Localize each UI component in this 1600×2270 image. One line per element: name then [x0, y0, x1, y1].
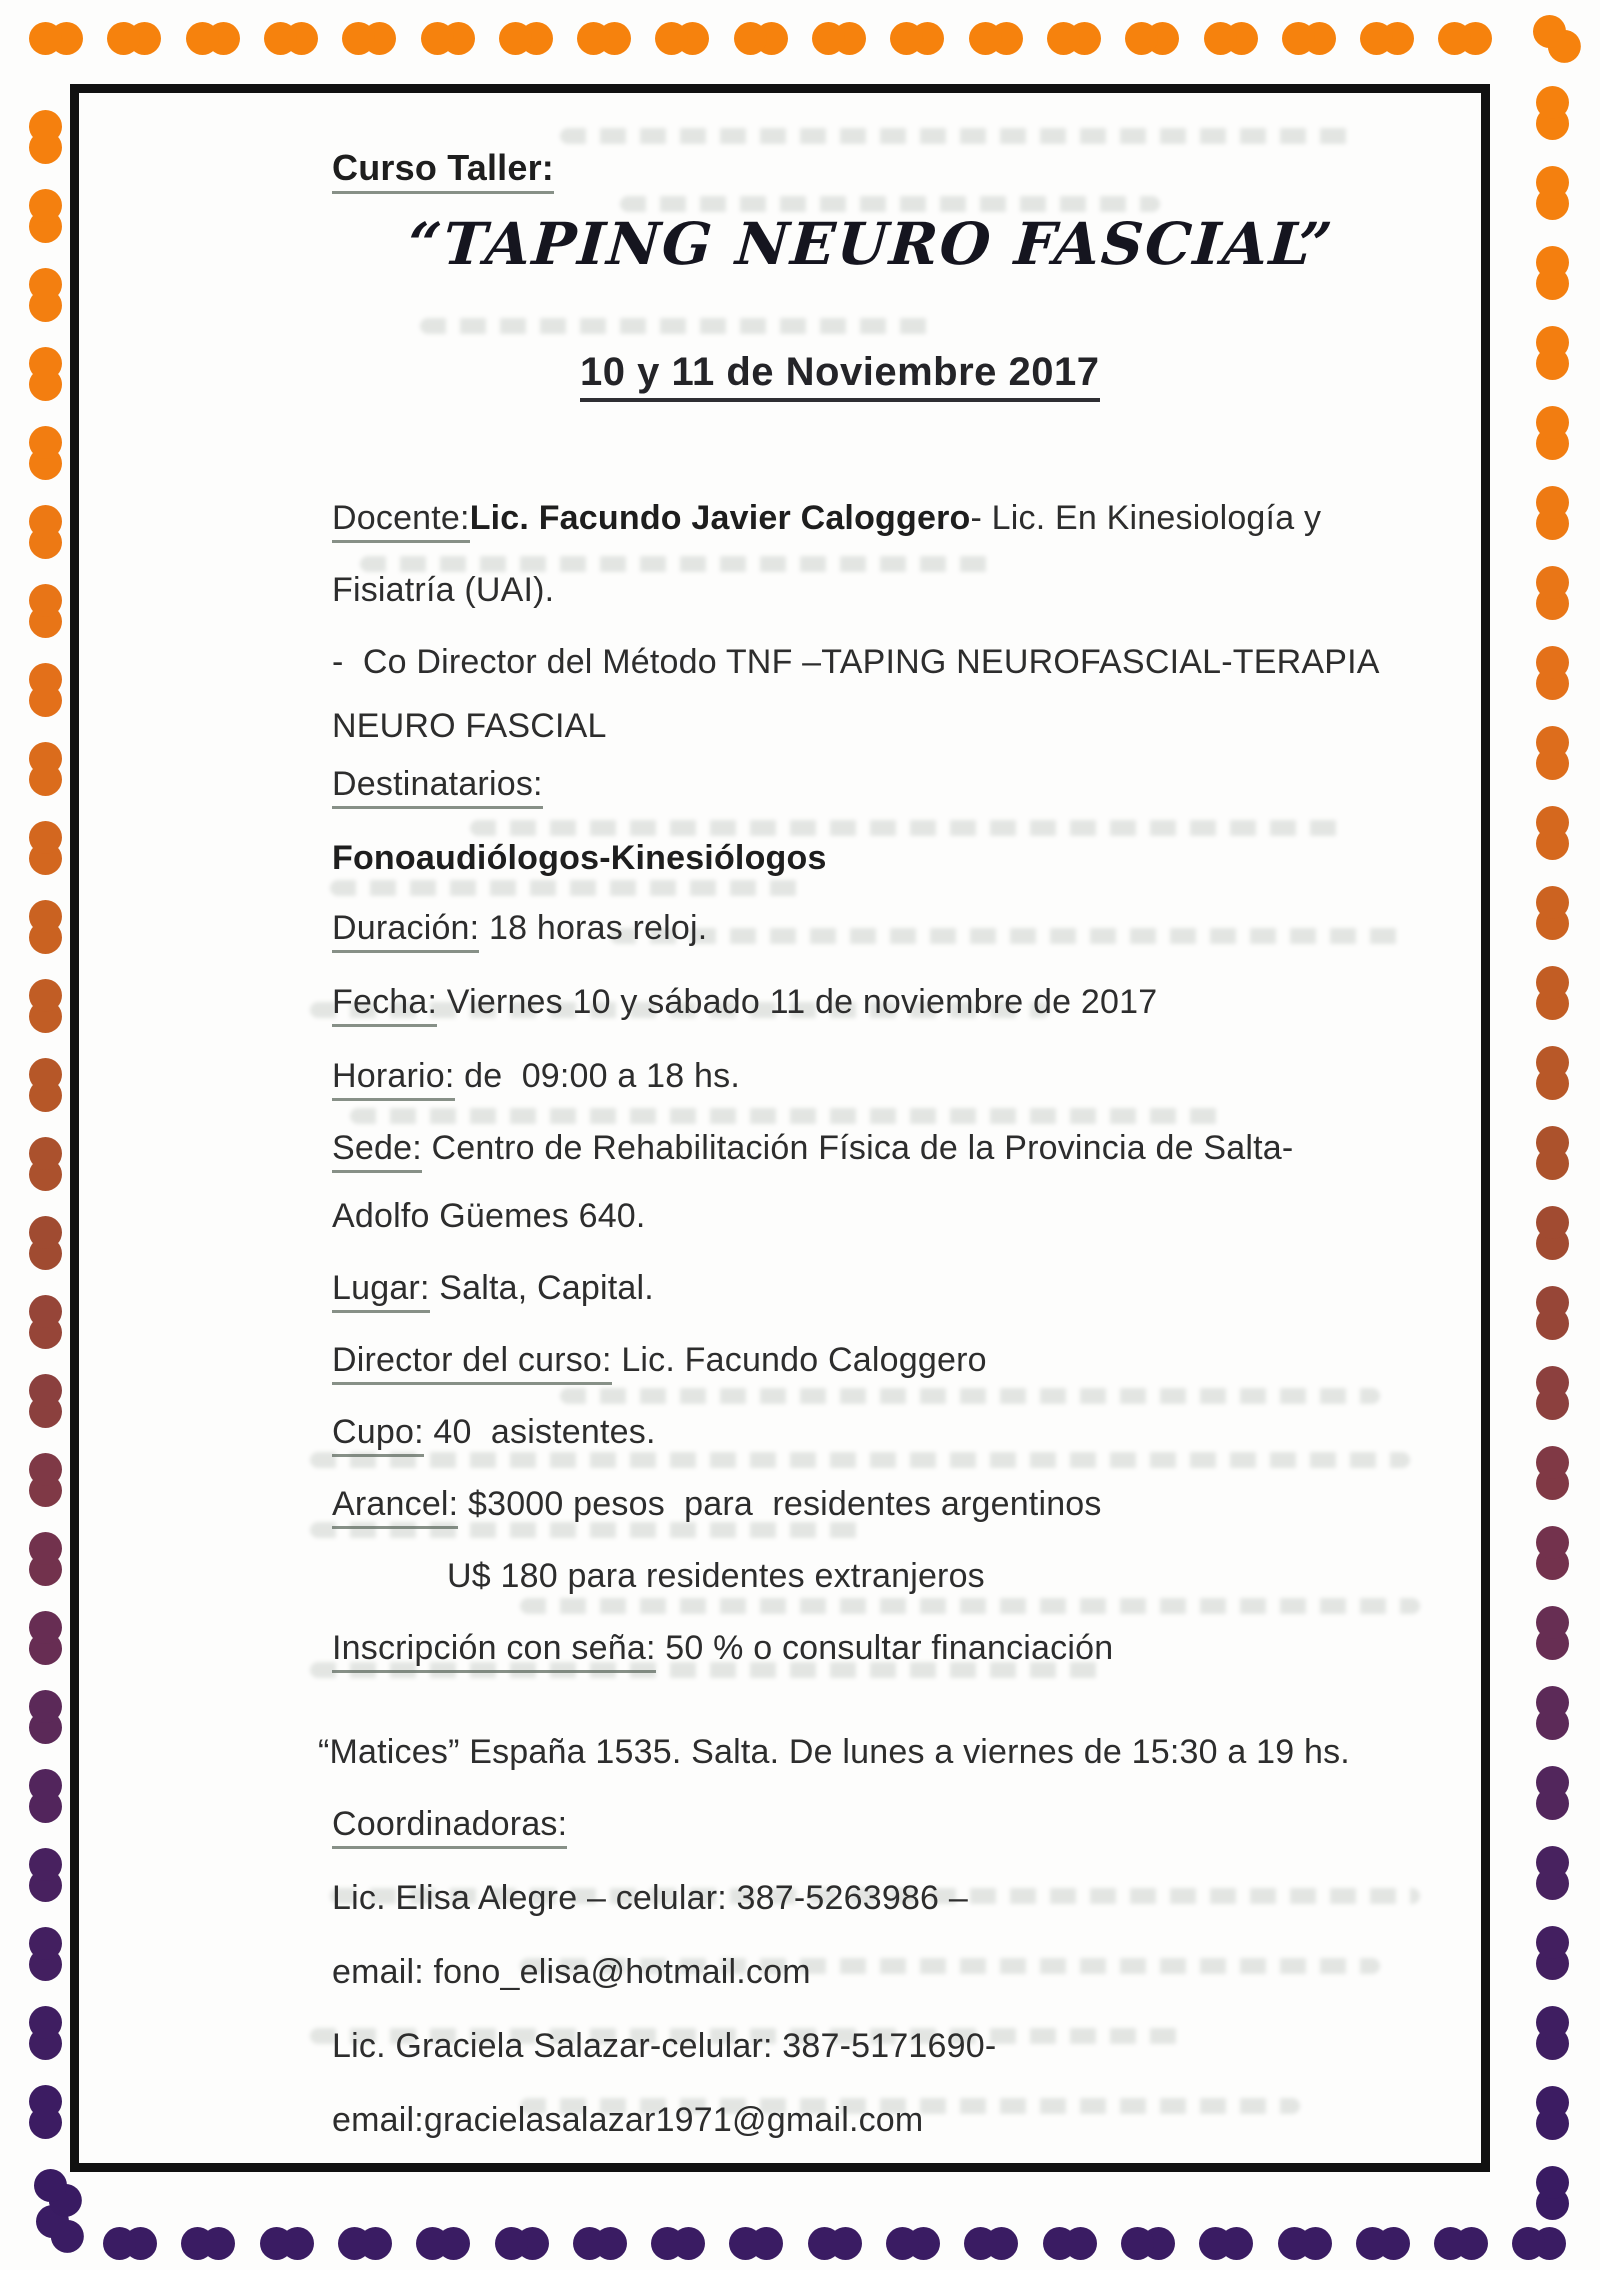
duration-line: [332, 908, 707, 949]
text-segment: Docente:: [332, 499, 470, 543]
text-segment: Centro de Rehabilitación Física de la Provincia de Salta-: [421, 1129, 1294, 1167]
place-line: [332, 1268, 654, 1309]
text-segment: Horario:: [332, 1057, 455, 1101]
recipients-value: [332, 838, 827, 879]
text-segment: Sede:: [332, 1129, 422, 1173]
text-segment: Cupo:: [332, 1413, 424, 1457]
text-segment: Lic. Graciela Salazar-celular: 387-5171690-: [332, 2027, 997, 2065]
text-segment: Viernes 10 y sábado 11 de noviembre de 2017: [437, 983, 1158, 1021]
text-segment: $3000 pesos para residentes argentinos: [458, 1485, 1102, 1523]
text-segment: Adolfo Güemes 640.: [332, 1197, 646, 1235]
codirector-line-2: [332, 706, 607, 747]
text-segment: Curso Taller:: [332, 147, 554, 194]
text-segment: NEURO FASCIAL: [332, 707, 607, 745]
fee-line-1: [332, 1484, 1102, 1525]
venue-line-2: [332, 1196, 646, 1237]
text-segment: Lic. Facundo Javier Caloggero: [469, 499, 971, 537]
text-segment: U$ 180 para residentes extranjeros: [447, 1557, 985, 1595]
coordinator-2-email: [332, 2100, 923, 2141]
text-segment: Destinatarios:: [332, 765, 543, 809]
schedule-line: [332, 1056, 740, 1097]
text-segment: - Co Director del Método TNF –TAPING NEUROFASCIAL-TERAPIA: [332, 643, 1380, 681]
text-segment: email: fono_elisa@hotmail.com: [332, 1953, 811, 1991]
registration-line: [332, 1628, 1113, 1669]
text-segment: - Lic. En Kinesiología y: [970, 499, 1322, 537]
venue-line-1: [332, 1128, 1293, 1169]
coordinators-heading: [332, 1804, 567, 1845]
teacher-line-1: [332, 498, 1321, 539]
text-segment: Lic. Elisa Alegre – celular: 387-5263986 –: [332, 1879, 968, 1917]
text-segment: de 09:00 a 18 hs.: [454, 1057, 740, 1095]
coordinator-2-phone: [332, 2026, 996, 2067]
text-segment: Coordinadoras:: [332, 1805, 567, 1849]
text-segment: Salta, Capital.: [429, 1269, 654, 1307]
text-segment: Lugar:: [332, 1269, 430, 1313]
text-segment: “TAPING NEURO FASCIAL”: [405, 210, 1337, 278]
recipients-heading: [332, 764, 543, 805]
capacity-line: [332, 1412, 656, 1453]
coordinator-1-phone: [332, 1878, 968, 1919]
fee-line-2: [447, 1556, 985, 1597]
text-segment: 10 y 11 de Noviembre 2017: [580, 350, 1100, 402]
text-segment: Inscripción con seña:: [332, 1629, 656, 1673]
codirector-line-1: [332, 642, 1380, 683]
text-segment: 18 horas reloj.: [479, 909, 708, 947]
text-segment: “Matices” España 1535. Salta. De lunes a viernes de 15:30 a 19 hs.: [318, 1733, 1350, 1771]
matices-line: [318, 1732, 1350, 1773]
text-segment: Fisiatría (UAI).: [332, 571, 555, 609]
course-title: [406, 210, 1337, 280]
date-line: [332, 982, 1157, 1023]
course-dates: [580, 348, 1100, 396]
coordinator-1-email: [332, 1952, 811, 1993]
text-segment: Arancel:: [332, 1485, 458, 1529]
text-segment: 40 asistentes.: [423, 1413, 656, 1451]
text-segment: 50 % o consultar financiación: [655, 1629, 1114, 1667]
text-segment: email:gracielasalazar1971@gmail.com: [332, 2101, 924, 2139]
text-segment: Duración:: [332, 909, 479, 953]
text-segment: Lic. Facundo Caloggero: [611, 1341, 987, 1379]
course-type-heading: [332, 146, 554, 189]
text-segment: Fecha:: [332, 983, 437, 1027]
text-segment: Director del curso:: [332, 1341, 612, 1385]
text-segment: Fonoaudiólogos-Kinesiólogos: [332, 839, 827, 877]
director-line: [332, 1340, 987, 1381]
teacher-line-2: [332, 570, 554, 611]
